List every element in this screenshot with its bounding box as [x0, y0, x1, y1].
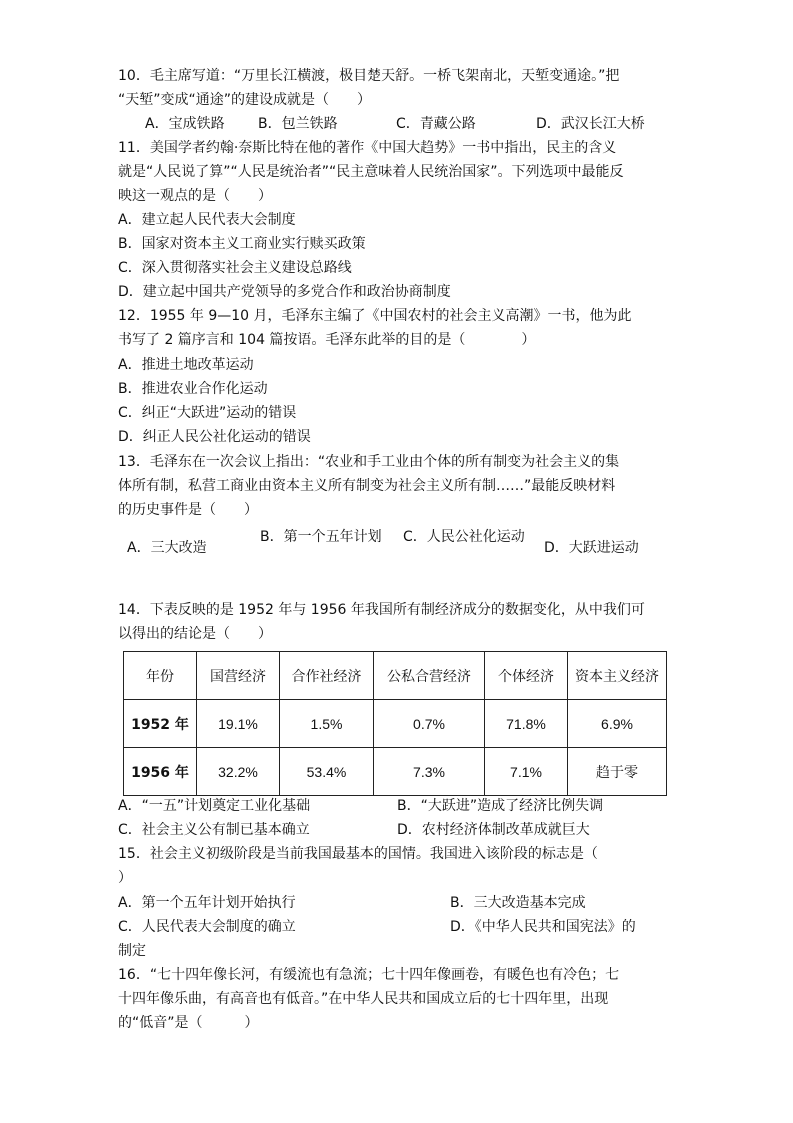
q15-stem-line2: ）: [118, 870, 132, 886]
table-row: [124, 700, 667, 748]
q12-option-b[interactable]: B．推进农业合作化运动: [118, 381, 268, 397]
q12-option-a[interactable]: A．推进土地改革运动: [118, 357, 254, 373]
table-cell: 53.4%: [280, 748, 374, 796]
table-cell: 19.1%: [197, 700, 280, 748]
table-header-cell: 个体经济: [485, 652, 568, 700]
q10-stem-line2: “天堑”变成“通途”的建设成就是（ ）: [118, 92, 372, 108]
q13-option-d[interactable]: D．大跃进运动: [544, 540, 639, 556]
q11-stem-line2: 就是“人民说了算”“人民是统治者”“民主意味着人民统治国家”。下列选项中最能反: [118, 164, 624, 180]
q14-option-c[interactable]: C．社会主义公有制已基本确立: [118, 822, 310, 838]
q11-option-a[interactable]: A．建立起人民代表大会制度: [118, 212, 296, 228]
q12-option-c[interactable]: C．纠正“大跃进”运动的错误: [118, 405, 297, 421]
q15-option-d-continuation: 制定: [118, 943, 146, 959]
table-cell: 71.8%: [485, 700, 568, 748]
table-cell: 趋于零: [568, 748, 667, 796]
table-cell: 7.3%: [374, 748, 485, 796]
table-cell-year: 1956 年: [124, 748, 197, 796]
table-row: [124, 748, 667, 796]
q10-stem-line1: 10．毛主席写道：“万里长江横渡，极目楚天舒。一桥飞架南北，天堑变通途。”把: [118, 68, 620, 84]
table-cell: 7.1%: [485, 748, 568, 796]
q13-stem-line3: 的历史事件是（ ）: [118, 502, 258, 518]
q10-option-b[interactable]: B．包兰铁路: [258, 116, 338, 132]
table-cell: 0.7%: [374, 700, 485, 748]
q11-option-d[interactable]: D．建立起中国共产党领导的多党合作和政治协商制度: [118, 284, 451, 300]
q10-option-a[interactable]: A．宝成铁路: [145, 116, 225, 132]
q16-stem-line3: 的“低音”是（ ）: [118, 1015, 259, 1031]
q11-option-c[interactable]: C．深入贯彻落实社会主义建设总路线: [118, 260, 352, 276]
table-header-cell: 合作社经济: [280, 652, 374, 700]
q13-option-c[interactable]: C．人民公社化运动: [403, 529, 525, 545]
q10-option-c[interactable]: C．青藏公路: [396, 116, 476, 132]
q13-option-b[interactable]: B．第一个五年计划: [260, 529, 382, 545]
q16-stem-line2: 十四年像乐曲，有高音也有低音。”在中华人民共和国成立后的七十四年里，出现: [118, 991, 609, 1007]
q12-option-d[interactable]: D．纠正人民公社化运动的错误: [118, 429, 311, 445]
q15-option-d[interactable]: D．《中华人民共和国宪法》的: [450, 919, 636, 935]
q13-stem-line2: 体所有制，私营工商业由资本主义所有制变为社会主义所有制……”最能反映材料: [118, 478, 616, 494]
q14-stem-line2: 以得出的结论是（ ）: [118, 626, 272, 642]
q15-option-c[interactable]: C．人民代表大会制度的确立: [118, 919, 296, 935]
q13-option-a[interactable]: A．三大改造: [127, 540, 207, 556]
table-cell: 1.5%: [280, 700, 374, 748]
q12-stem-line1: 12．1955 年 9—10 月，毛泽东主编了《中国农村的社会主义高潮》一书，他为此: [118, 308, 632, 324]
table-header-cell: 公私合营经济: [374, 652, 485, 700]
q12-stem-line2: 书写了 2 篇序言和 104 篇按语。毛泽东此举的目的是（ ）: [118, 332, 536, 348]
q14-option-d[interactable]: D．农村经济体制改革成就巨大: [397, 822, 590, 838]
q15-option-b[interactable]: B．三大改造基本完成: [450, 895, 586, 911]
q15-stem-line1: 15．社会主义初级阶段是当前我国最基本的国情。我国进入该阶段的标志是（: [118, 846, 598, 862]
table-cell: 6.9%: [568, 700, 667, 748]
table-header-row: [124, 652, 667, 700]
q11-stem-line1: 11．美国学者约翰·奈斯比特在他的著作《中国大趋势》一书中指出，民主的含义: [118, 140, 617, 156]
table-header-cell: 资本主义经济: [568, 652, 667, 700]
q14-option-b[interactable]: B．“大跃进”造成了经济比例失调: [397, 798, 604, 814]
q11-option-b[interactable]: B．国家对资本主义工商业实行赎买政策: [118, 236, 366, 252]
q14-option-a[interactable]: A．“一五”计划奠定工业化基础: [118, 798, 311, 814]
q13-stem-line1: 13．毛泽东在一次会议上指出：“农业和手工业由个体的所有制变为社会主义的集: [118, 454, 620, 470]
q10-option-d[interactable]: D．武汉长江大桥: [536, 116, 645, 132]
ownership-data-table: [123, 651, 667, 796]
q14-stem-line1: 14．下表反映的是 1952 年与 1956 年我国所有制经济成分的数据变化，从中我们可: [118, 602, 645, 618]
q11-stem-line3: 映这一观点的是（ ）: [118, 188, 272, 204]
q16-stem-line1: 16．“七十四年像长河，有缓流也有急流；七十四年像画卷，有暖色也有冷色；七: [118, 967, 620, 983]
table-header-cell: 年份: [124, 652, 197, 700]
table-cell-year: 1952 年: [124, 700, 197, 748]
q15-option-a[interactable]: A．第一个五年计划开始执行: [118, 895, 296, 911]
table-header-cell: 国营经济: [197, 652, 280, 700]
table-cell: 32.2%: [197, 748, 280, 796]
